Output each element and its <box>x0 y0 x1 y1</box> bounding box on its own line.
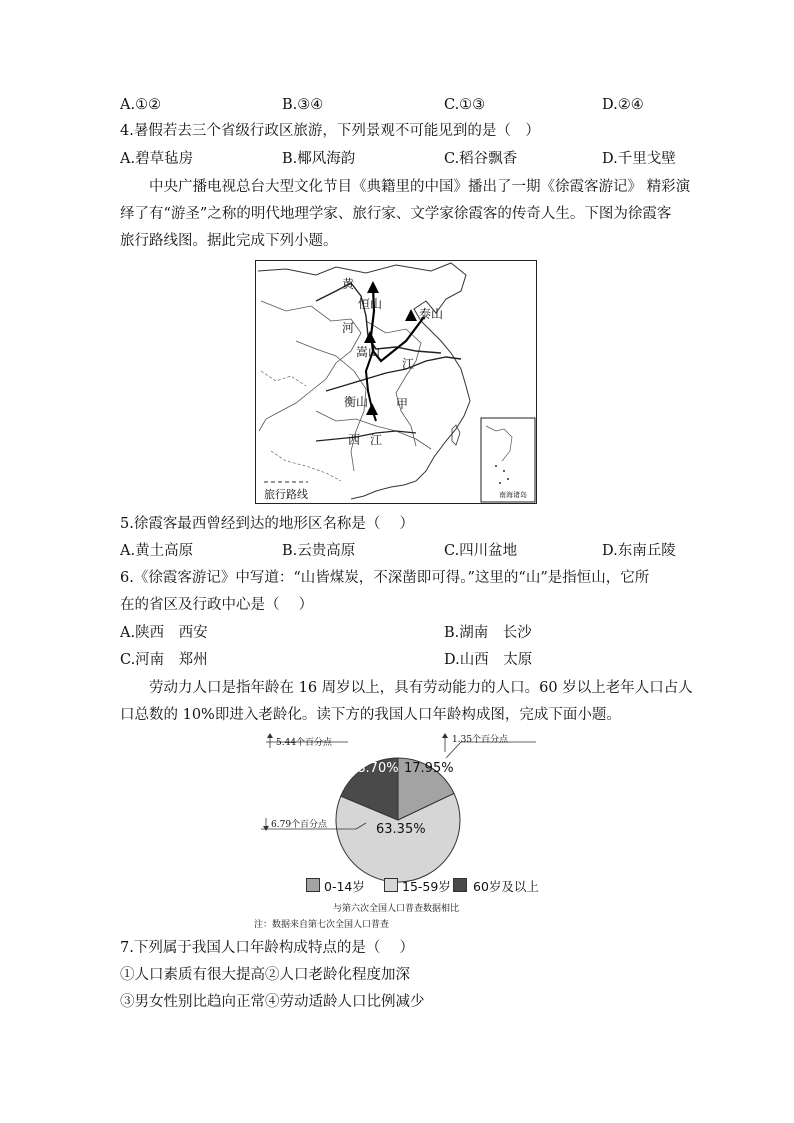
q3-option-c[interactable]: C.①③ <box>444 97 486 113</box>
q6-stem-line-1: 6.《徐霞客游记》中写道：“山皆煤炭，不深凿即可得。”这里的“山”是指恒山，它所 <box>120 570 650 586</box>
q5-options <box>120 540 680 562</box>
intro2-line-2: 口总数的 10%即进入老龄化。读下方的我国人口年龄构成图，完成下面小题。 <box>120 707 621 723</box>
q3-options <box>120 94 680 116</box>
q6-stem-line-2: 在的省区及行政中心是（ ） <box>120 597 314 613</box>
pie-legend <box>306 876 566 896</box>
intro1-line-3: 旅行路线图。据此完成下列小题。 <box>120 233 338 249</box>
q4-option-d[interactable]: D.千里戈壁 <box>602 151 676 167</box>
map-label-hengshan-north: 恒山 <box>358 297 383 311</box>
legend-label-0-14: 0-14岁 <box>324 879 365 894</box>
q4-option-b[interactable]: B.椰风海韵 <box>282 151 356 167</box>
hengshan-north-peak-icon <box>367 281 379 293</box>
q4-stem: 4.暑假若去三个省级行政区旅游，下列景观不可能见到的是（ ） <box>120 123 540 139</box>
slice-label-60-plus: 18.70% <box>349 761 399 776</box>
legend-label-15-59: 15-59岁 <box>402 879 451 894</box>
legend-swatch-15-59 <box>384 878 398 892</box>
q6-option-d[interactable]: D.山西 太原 <box>444 652 533 668</box>
q6-options-row-2 <box>120 649 680 671</box>
q7-line-2: ③男女性别比趋向正常④劳动适龄人口比例减少 <box>120 994 425 1010</box>
legend-label-60-plus: 60岁及以上 <box>473 879 539 894</box>
q5-stem: 5.徐霞客最西曾经到达的地形区名称是（ ） <box>120 516 414 532</box>
legend-swatch-0-14 <box>306 878 320 892</box>
annotation-working-age-change: 6.79个百分点 <box>271 820 328 830</box>
annotation-elderly-change: 5.44个百分点 <box>276 738 333 748</box>
q7-stem: 7.下列属于我国人口年龄构成特点的是（ ） <box>120 940 414 956</box>
q6-option-a[interactable]: A.陕西 西安 <box>120 625 208 641</box>
map-drawing <box>256 261 537 504</box>
pie-note: 注：数据来自第七次全国人口普查 <box>254 920 390 930</box>
songshan-peak-icon <box>364 331 376 343</box>
slice-label-0-14: 17.95% <box>404 761 454 776</box>
q5-option-a[interactable]: A.黄土高原 <box>120 543 194 559</box>
slice-label-15-59: 63.35% <box>376 822 426 837</box>
q4-options <box>120 148 680 170</box>
q6-options-row-1 <box>120 622 680 644</box>
pie-caption: 与第六次全国人口普查数据相比 <box>333 904 460 914</box>
map-label-he: 河 <box>342 321 355 335</box>
map-label-jiang-2: 江 <box>370 433 383 447</box>
annotation-children-change: 1.35个百分点 <box>452 735 509 745</box>
q5-option-b[interactable]: B.云贵高原 <box>282 543 356 559</box>
legend-swatch-60-plus <box>453 878 467 892</box>
q6-option-c[interactable]: C.河南 郑州 <box>120 652 208 668</box>
q7-line-1: ①人口素质有很大提高②人口老龄化程度加深 <box>120 967 410 983</box>
map-label-taishan: 泰山 <box>419 307 444 321</box>
map-label-jia: 甲 <box>396 397 409 411</box>
q3-option-a[interactable]: A.①② <box>120 97 162 113</box>
intro1-line-1: 中央广播电视总台大型文化节目《典籍里的中国》播出了一期《徐霞客游记》 精彩演 <box>149 179 691 195</box>
q5-option-d[interactable]: D.东南丘陵 <box>602 543 676 559</box>
map-label-xi: 西 <box>348 433 361 447</box>
intro2-line-1: 劳动力人口是指年龄在 16 周岁以上，具有劳动能力的人口。60 岁以上老年人口占人 <box>149 680 693 696</box>
map-legend-route: 旅行路线 <box>264 488 308 501</box>
map-label-songshan: 嵩山 <box>356 345 381 359</box>
q4-option-c[interactable]: C.稻谷飘香 <box>444 151 518 167</box>
q3-option-d[interactable]: D.②④ <box>602 97 644 113</box>
q3-option-b[interactable]: B.③④ <box>282 97 324 113</box>
q5-option-c[interactable]: C.四川盆地 <box>444 543 518 559</box>
travel-route-map <box>255 260 537 504</box>
map-label-jiang: 江 <box>402 357 415 371</box>
intro1-line-2: 绎了有“游圣”之称的明代地理学家、旅行家、文学家徐霞客的传奇人生。下图为徐霞客 <box>120 206 672 222</box>
map-inset-label: 南海诸岛 <box>499 491 527 499</box>
q6-option-b[interactable]: B.湖南 长沙 <box>444 625 532 641</box>
map-label-hengshan-south: 衡山 <box>344 395 369 409</box>
q4-option-a[interactable]: A.碧草毡房 <box>120 151 194 167</box>
map-label-huang: 黄 <box>342 277 355 291</box>
